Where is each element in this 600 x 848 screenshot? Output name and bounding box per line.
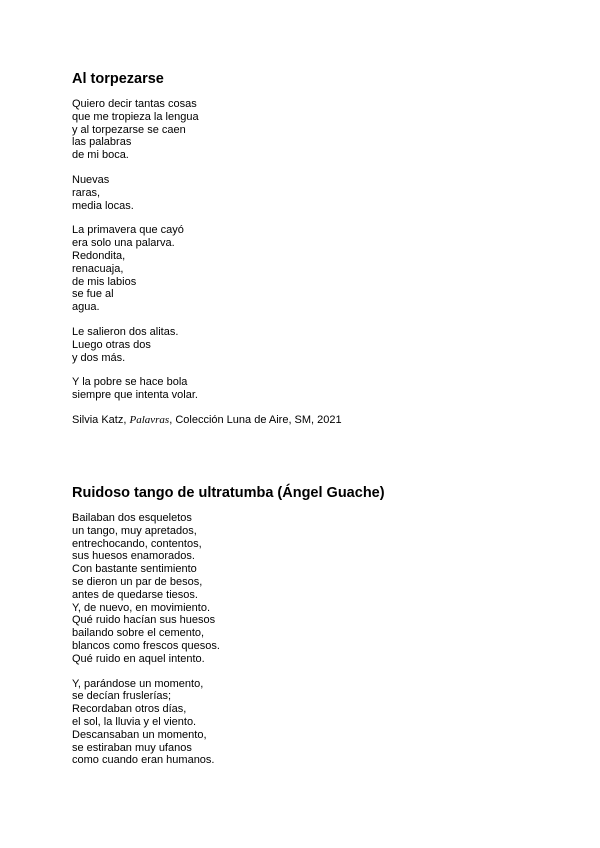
credit-publisher: , Colección Luna de Aire, SM, 2021 (169, 413, 342, 426)
poem-ruidoso-tango (72, 484, 385, 767)
poem-line: Descansaban un momento, (72, 728, 207, 741)
poem-title: Ruidoso tango de ultratumba (Ángel Guache) (72, 485, 385, 501)
poem-line: como cuando eran humanos. (72, 754, 215, 767)
poem-line: Nuevas (72, 173, 110, 186)
poem-line: Quiero decir tantas cosas (72, 98, 197, 110)
stanza (72, 376, 342, 402)
stanza (72, 512, 385, 666)
poem-line: renacuaja, (72, 262, 124, 275)
poem-line: Con bastante sentimiento (72, 563, 197, 576)
poem-line: y dos más. (72, 351, 126, 364)
poem-line: se fue al (72, 288, 114, 301)
poem-line: las palabras (72, 136, 132, 149)
poem-line: un tango, muy apretados, (72, 524, 197, 537)
poem-line: y al torpezarse se caen (72, 123, 186, 136)
poem-line: Qué ruido hacían sus huesos (72, 614, 216, 627)
stanza (72, 326, 342, 364)
poem-line: blancos como frescos quesos. (72, 639, 220, 652)
poem-line: Le salieron dos alitas. (72, 325, 179, 338)
poem-credit (72, 414, 342, 427)
poem-line: Y, parándose un momento, (72, 677, 204, 690)
poem-line: se dieron un par de besos, (72, 575, 203, 588)
poem-line: Y, de nuevo, en movimiento. (72, 601, 210, 614)
credit-author: Silvia Katz, (72, 413, 130, 426)
poem-line: sus huesos enamorados. (72, 550, 195, 563)
credit-book-title: Palavras (129, 413, 170, 426)
stanza (72, 98, 342, 162)
poem-line: Recordaban otros días, (72, 703, 187, 716)
poem-line: se estiraban muy ufanos (72, 741, 192, 754)
poem-line: media locas. (72, 199, 134, 212)
poem-line: Luego otras dos (72, 338, 151, 351)
poem-line: Y la pobre se hace bola (72, 376, 188, 389)
poem-line: de mi boca. (72, 149, 129, 162)
poem-line: antes de quedarse tiesos. (72, 588, 198, 601)
poem-line: siempre que intenta volar. (72, 389, 198, 402)
stanza (72, 224, 342, 314)
poem-line: que me tropieza la lengua (72, 110, 199, 123)
poem-line: Bailaban dos esqueletos (72, 512, 192, 524)
stanza (72, 174, 342, 212)
poem-line: se decían fruslerías; (72, 690, 172, 703)
poem-line: el sol, la lluvia y el viento. (72, 715, 197, 728)
poem-line: de mis labios (72, 275, 137, 288)
poem-line: entrechocando, contentos, (72, 537, 202, 550)
stanza (72, 678, 385, 768)
poem-al-torpezarse (72, 70, 342, 427)
poem-line: era solo una palarva. (72, 237, 175, 250)
poem-line: raras, (72, 186, 101, 199)
poem-line: bailando sobre el cemento, (72, 627, 205, 640)
poem-line: Qué ruido en aquel intento. (72, 652, 205, 665)
poem-line: Redondita, (72, 249, 126, 262)
poem-line: La primavera que cayó (72, 224, 184, 237)
poem-line: agua. (72, 301, 100, 314)
poem-title: Al torpezarse (72, 71, 164, 87)
